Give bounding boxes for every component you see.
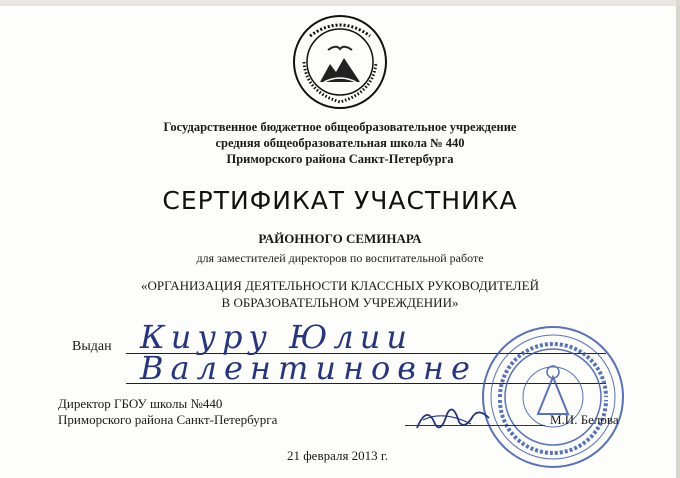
issued-label: Выдан <box>72 339 112 354</box>
director-title-line-1: Директор ГБОУ школы №440 <box>58 396 223 411</box>
recipient-name-line-2: Валентиновне <box>140 349 477 387</box>
organization-line-2: средняя общеобразовательная школа № 440 <box>215 136 465 150</box>
school-logo-icon <box>290 12 390 112</box>
organization-line-1: Государственное бюджетное общеобразовательное учреждение <box>163 120 517 134</box>
official-stamp-icon <box>478 322 628 472</box>
recipient-name-line-1: Киуру Юлии <box>140 318 413 356</box>
theme-line-2: В ОБРАЗОВАТЕЛЬНОМ УЧРЕЖДЕНИИ» <box>221 295 459 310</box>
director-signature-icon <box>413 400 493 436</box>
director-title-line-2: Приморского района Санкт-Петербурга <box>58 412 278 427</box>
page-edge-top <box>0 0 680 6</box>
certificate-title: СЕРТИФИКАТ УЧАСТНИКА <box>162 186 518 215</box>
issue-date: 21 февраля 2013 г. <box>287 448 389 463</box>
audience-text: для заместителей директоров по воспитательной работе <box>196 251 484 265</box>
director-name: М.И. Белова <box>550 412 619 427</box>
seminar-heading: РАЙОННОГО СЕМИНАРА <box>258 231 422 246</box>
theme-line-1: «ОРГАНИЗАЦИЯ ДЕЯТЕЛЬНОСТИ КЛАССНЫХ РУКОВОДИТЕЛЕЙ <box>141 278 539 293</box>
organization-line-3: Приморского района Санкт-Петербурга <box>226 152 454 166</box>
